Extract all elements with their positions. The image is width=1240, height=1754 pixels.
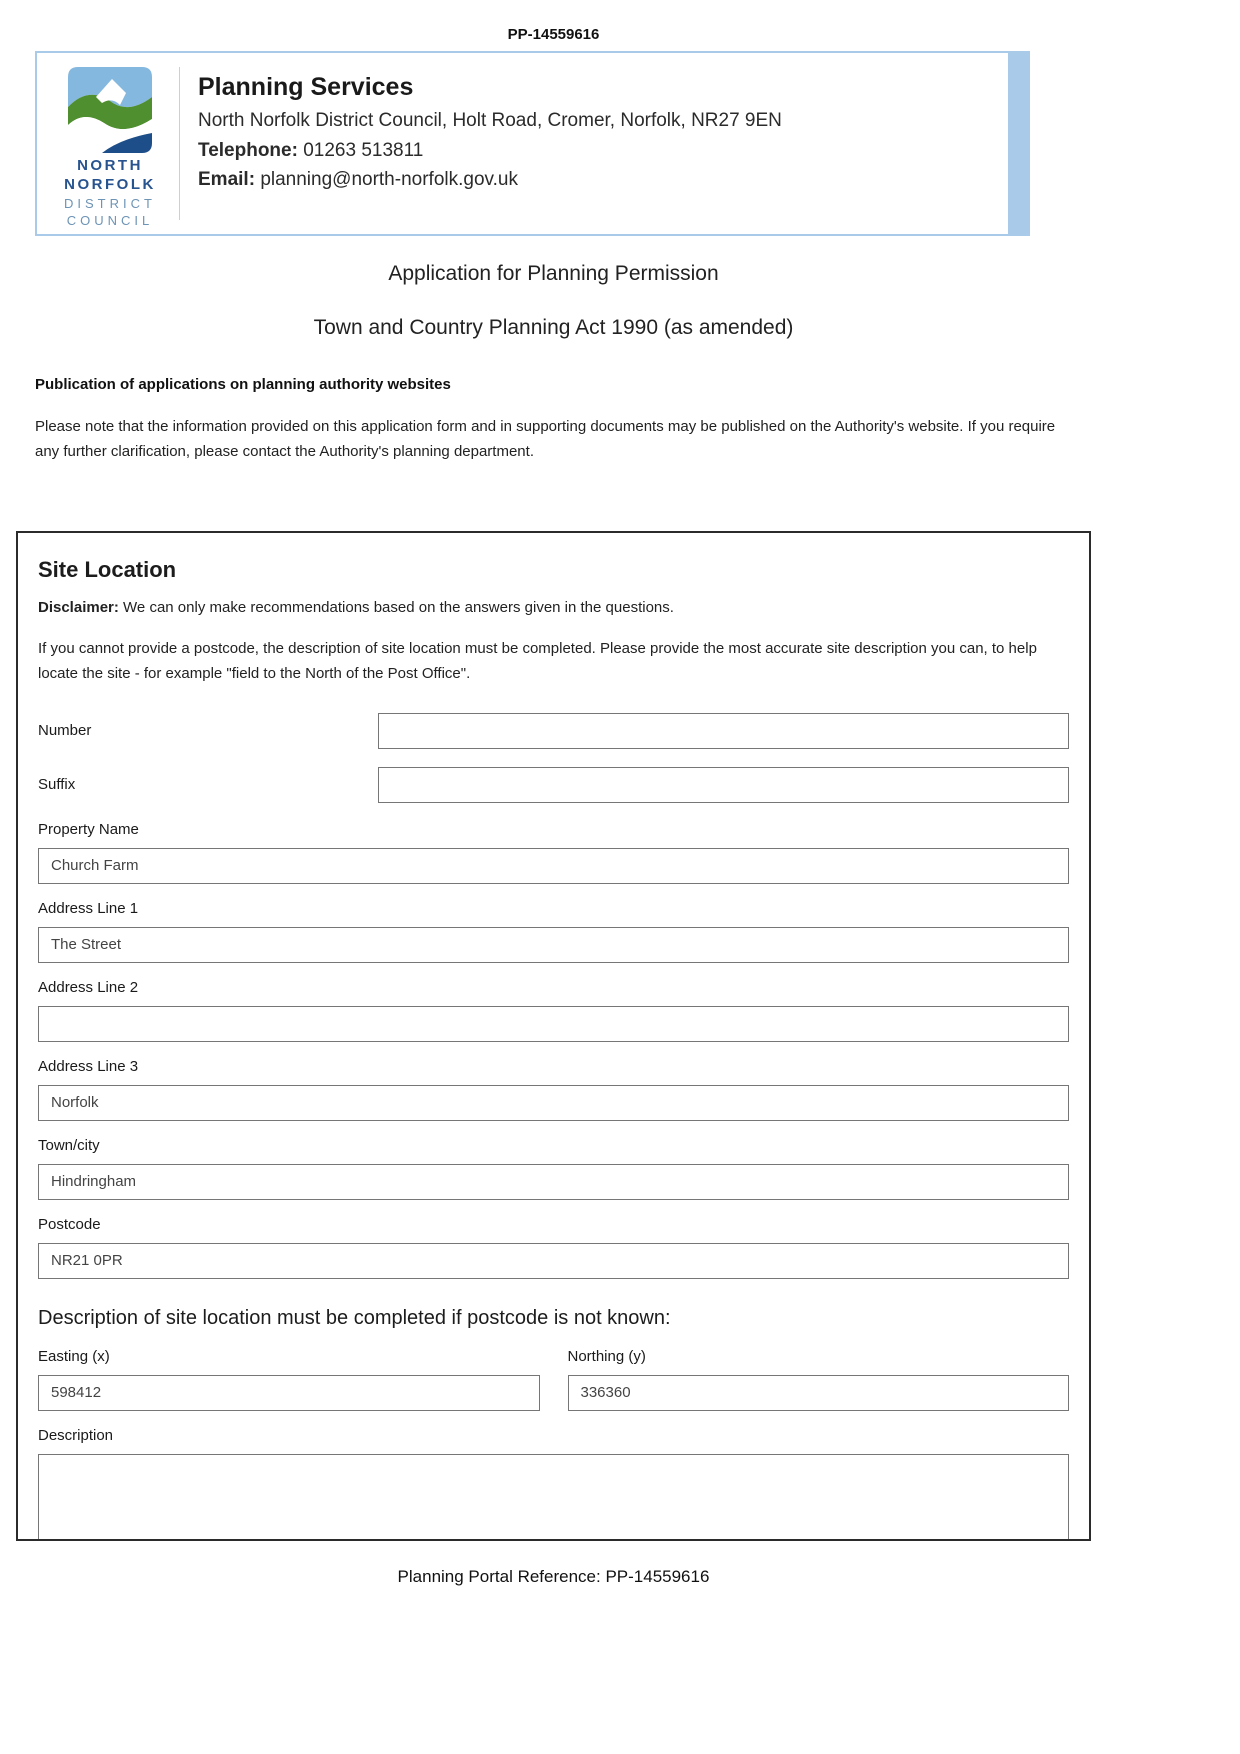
email-value: planning@north-norfolk.gov.uk [260,169,518,190]
site-location-heading: Site Location [38,556,177,582]
council-logo [51,63,169,229]
logo-text-council: COUNCIL [66,213,154,229]
property-name-label: Property Name [38,820,139,838]
address-line-1-field [38,900,1069,963]
easting-field [38,1348,540,1411]
site-location-intro: If you cannot provide a postcode, the description of site location must be completed. Please provide the most accurate site description you can, to help locate the site - for example "field to the North of the Post Office". [38,639,1037,682]
email-label: Email: [198,169,256,190]
property-name-input[interactable] [38,848,1069,884]
council-logo-icon [51,67,169,153]
northing-label: Northing (y) [567,1347,646,1365]
number-label: Number [38,722,92,739]
header-divider [179,67,180,220]
header-title: Planning Services [198,73,414,101]
portal-reference-top: PP-14559616 [507,26,600,43]
address-line-1-label: Address Line 1 [38,899,139,917]
logo-text-district: DISTRICT [64,195,156,211]
number-row [38,713,1069,749]
address-line-2-input[interactable] [38,1006,1069,1042]
header-address: North Norfolk District Council, Holt Road, Cromer, Norfolk, NR27 9EN [198,110,782,131]
address-line-2-label: Address Line 2 [38,978,139,996]
number-input[interactable] [378,713,1069,749]
disclaimer-text: We can only make recommendations based on the answers given in the questions. [123,598,674,616]
postcode-input[interactable] [38,1243,1069,1279]
town-city-field [38,1137,1069,1200]
northing-field [568,1348,1070,1411]
address-line-3-field [38,1058,1069,1121]
site-location-section [16,531,1091,1541]
town-city-input[interactable] [38,1164,1069,1200]
easting-input[interactable] [38,1375,540,1411]
publication-body: Please note that the information provided on this application form and in supporting documents may be published on the Authority's website. If you require any further clarification, please contact the Authority's planning department. [35,418,1056,460]
description-textarea[interactable] [38,1454,1069,1541]
address-line-3-input[interactable] [38,1085,1069,1121]
town-city-label: Town/city [38,1136,100,1154]
postcode-label: Postcode [38,1215,101,1233]
publication-heading: Publication of applications on planning authority websites [35,376,451,393]
northing-input[interactable] [568,1375,1070,1411]
logo-text-north: NORTH [77,157,143,174]
form-title: Application for Planning Permission [388,262,719,285]
postcode-field [38,1216,1069,1279]
telephone-label: Telephone: [198,140,298,161]
description-label: Description [38,1426,114,1444]
header-telephone [198,140,782,162]
form-subtitle: Town and Country Planning Act 1990 (as amended) [313,316,794,339]
disclaimer [38,599,1069,616]
council-header [35,51,1030,236]
coordinates-row [38,1348,1069,1411]
property-name-field [38,821,1069,884]
header-email [198,169,782,191]
easting-label: Easting (x) [38,1347,110,1365]
address-line-3-label: Address Line 3 [38,1057,139,1075]
suffix-row [38,767,1069,803]
description-section-heading: Description of site location must be completed if postcode is not known: [38,1306,671,1329]
suffix-input[interactable] [378,767,1069,803]
logo-text-norfolk: NORFOLK [64,175,156,193]
disclaimer-label: Disclaimer: [38,598,119,616]
description-field [38,1427,1069,1541]
telephone-value: 01263 513811 [303,140,424,161]
address-line-1-input[interactable] [38,927,1069,963]
header-contact-block [198,63,782,224]
suffix-label: Suffix [38,776,76,793]
portal-reference-footer: Planning Portal Reference: PP-14559616 [397,1566,710,1586]
address-line-2-field [38,979,1069,1042]
